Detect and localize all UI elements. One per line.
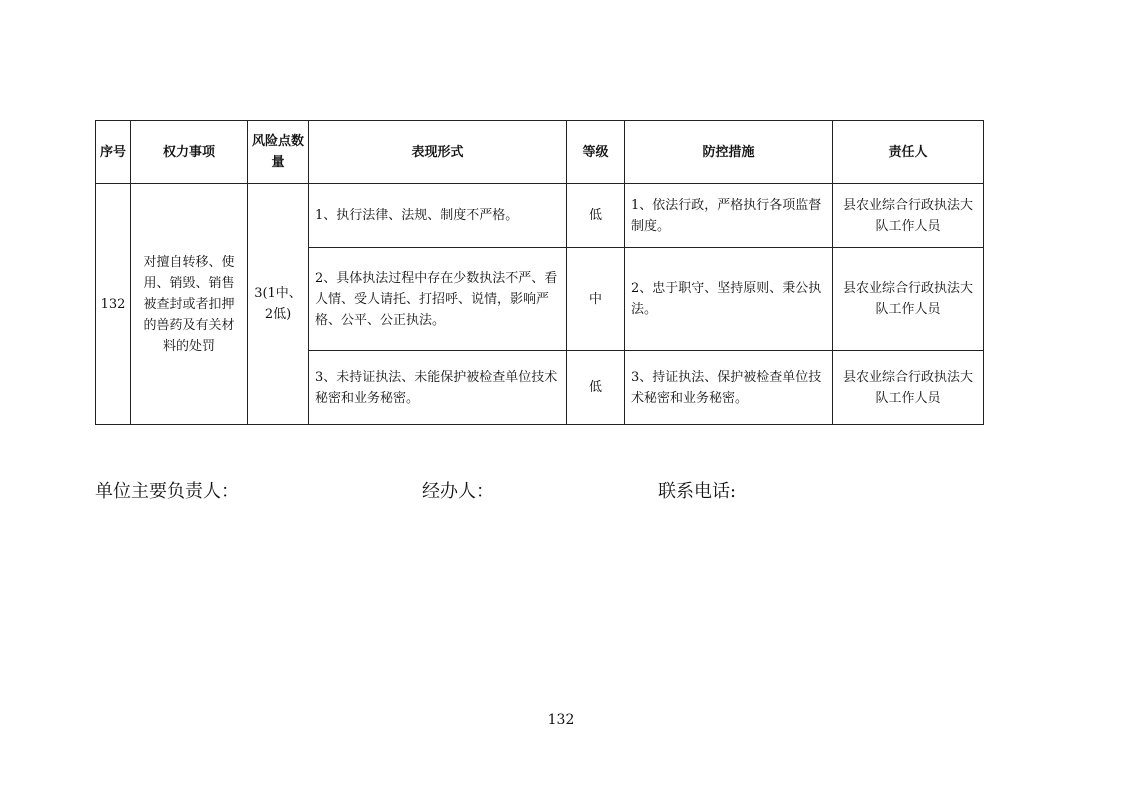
header-risk-count: 风险点数量 [248,121,309,184]
risk-level: 低 [567,351,625,425]
page-number: 132 [547,712,575,728]
risk-responsible: 县农业综合行政执法大队工作人员 [833,184,984,248]
risk-level: 低 [567,184,625,248]
header-power-item: 权力事项 [131,121,248,184]
risk-level: 中 [567,248,625,351]
header-level: 等级 [567,121,625,184]
risk-measure: 3、持证执法、保护被检查单位技术秘密和业务秘密。 [625,351,833,425]
risk-responsible: 县农业综合行政执法大队工作人员 [833,351,984,425]
risk-table [95,120,984,425]
risk-form: 2、具体执法过程中存在少数执法不严、看人情、受人请托、打招呼、说情，影响严格、公平、公正执法。 [309,248,567,351]
risk-measure: 1、依法行政，严格执行各项监督制度。 [625,184,833,248]
principal-label: 单位主要负责人： [95,481,239,502]
handler-label: 经办人： [422,481,494,502]
phone-label: 联系电话: [658,481,737,502]
table-row [96,184,984,248]
risk-responsible: 县农业综合行政执法大队工作人员 [833,248,984,351]
risk-measure: 2、忠于职守、坚持原则、秉公执法。 [625,248,833,351]
header-form: 表现形式 [309,121,567,184]
table-header-row [96,121,984,184]
risk-form: 1、执行法律、法规、制度不严格。 [309,184,567,248]
record-index: 132 [96,184,131,425]
header-measures: 防控措施 [625,121,833,184]
header-index: 序号 [96,121,131,184]
record-risk-count: 3(1中、2低) [248,184,309,425]
risk-form: 3、未持证执法、未能保护被检查单位技术秘密和业务秘密。 [309,351,567,425]
header-responsible: 责任人 [833,121,984,184]
record-power-item: 对擅自转移、使用、销毁、销售被查封或者扣押的兽药及有关材料的处罚 [131,184,248,425]
